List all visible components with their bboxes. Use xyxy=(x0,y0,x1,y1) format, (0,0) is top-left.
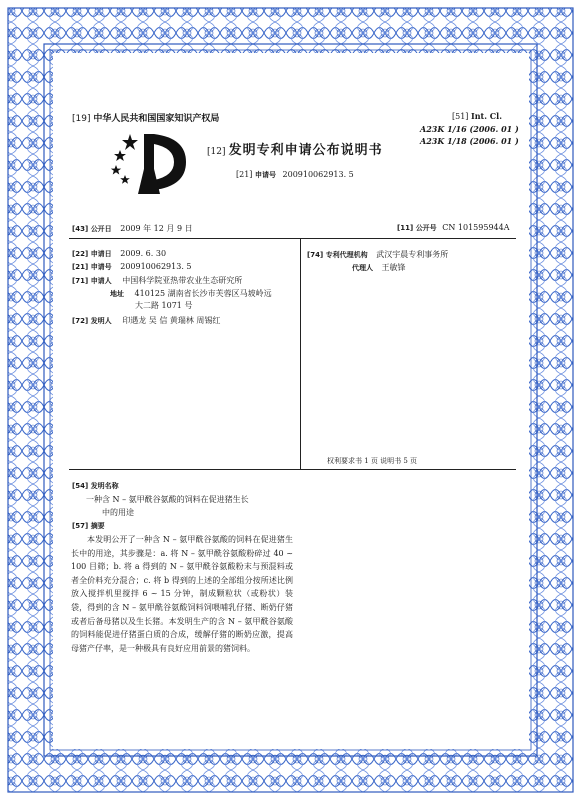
title-heading xyxy=(72,481,119,491)
pub-no-line xyxy=(397,223,509,233)
applicant-name: 中国科学院亚热带农业生态研究所 xyxy=(122,276,243,285)
agency-label: 专利代理机构 xyxy=(325,251,368,259)
pub-no-label: 公开号 xyxy=(415,224,437,232)
agent-name: 王敏锋 xyxy=(381,263,406,272)
applicant-row xyxy=(72,275,242,286)
ipc-header xyxy=(452,111,502,121)
abstract-text: 本发明公开了一种含 N – 氨甲酰谷氨酸的饲料在促进猪生长中的用途，其步骤是：a. 将 N – 氨甲酰谷氨酸粉碎过 40 ~ 100 目筛；b. 将 a 得到的 N – 氨甲酰谷氨酸粉末与预混料或者全价料充分混合；c. 将 b 得到的上述的全部组分按所述比例放入搅拌机里搅拌 6 ~ 15 分钟，制成颗粒状（或粉状）装袋，得到的含 N – 氨甲酰谷氨酸饲料饲喂哺乳仔猪、断奶仔猪或者后备母猪以及生长猪。本发明生产的含 N – 氨甲酰谷氨酸的饲料能促进仔猪蛋白质的合成，缓解仔猪的断奶应激，提高母猪产仔率，是一种极具有良好应用前景的猪饲料。 xyxy=(71,535,293,653)
address-line-1: 410125 湖南省长沙市芙蓉区马坡岭远 xyxy=(134,289,272,298)
agent-row xyxy=(352,262,406,273)
filing-label: 申请日 xyxy=(90,250,112,258)
page-count: 权利要求书 1 页 说明书 5 页 xyxy=(327,457,418,465)
pub-date-value: 2009 年 12 月 9 日 xyxy=(120,224,193,233)
applicant-label: 申请人 xyxy=(90,277,112,285)
address-row xyxy=(110,288,272,299)
filing-code: [22] xyxy=(72,250,89,258)
doc-type-title: 发明专利申请公布说明书 xyxy=(228,143,383,158)
ipc-label: Int. Cl. xyxy=(470,111,502,121)
abstract-label: 摘要 xyxy=(90,522,105,530)
app-no-row xyxy=(72,262,192,272)
abstract-code: [57] xyxy=(72,522,89,530)
ipc-class-1: A23K 1/16 (2006. 01 ) xyxy=(420,124,519,134)
appno-code: [21] xyxy=(72,263,89,271)
applicant-code: [71] xyxy=(72,277,89,285)
inventor-code: [72] xyxy=(72,317,89,325)
app-no-value: 200910062913. 5 xyxy=(282,170,354,179)
app-no-label: 申请号 xyxy=(254,171,276,179)
inventor-names: 印遇龙 吴 信 黄瑞林 周锡红 xyxy=(122,316,221,325)
pub-no-value: CN 101595944A xyxy=(442,223,510,232)
app-no-header xyxy=(236,170,354,180)
agency-code: [74] xyxy=(307,251,324,259)
office-name: 中华人民共和国国家知识产权局 xyxy=(93,114,220,124)
pub-no-code: [11] xyxy=(397,224,414,232)
sipo-emblem-icon xyxy=(108,128,190,198)
pub-date-code: [43] xyxy=(72,225,89,233)
abstract-heading xyxy=(72,521,105,531)
appno-value: 200910062913. 5 xyxy=(120,262,192,271)
doc-type-line xyxy=(207,139,383,158)
filing-date-row xyxy=(72,249,166,259)
filing-date: 2009. 6. 30 xyxy=(120,249,167,258)
title-code: [54] xyxy=(72,482,89,490)
office-code: [19] xyxy=(72,114,91,124)
agency-name: 武汉宇晨专利事务所 xyxy=(376,250,449,259)
invention-title-line-2: 中的用途 xyxy=(102,508,134,517)
ipc-code: [51] xyxy=(452,112,469,121)
title-label: 发明名称 xyxy=(90,482,119,490)
appno-label: 申请号 xyxy=(90,263,112,271)
divider-bottom xyxy=(69,469,516,470)
pub-date-label: 公开日 xyxy=(90,225,112,233)
ipc-class-2: A23K 1/18 (2006. 01 ) xyxy=(420,136,519,146)
address-line-2: 大二路 1071 号 xyxy=(135,301,193,310)
inventor-row xyxy=(72,315,220,326)
office-line xyxy=(72,111,219,124)
agent-label: 代理人 xyxy=(352,264,373,272)
inventor-label: 发明人 xyxy=(90,317,112,325)
app-no-code: [21] xyxy=(236,170,253,179)
column-divider xyxy=(300,239,301,469)
divider-top xyxy=(69,238,516,239)
agency-row xyxy=(307,249,448,260)
pub-date-line xyxy=(72,223,193,234)
address-label: 地址 xyxy=(110,290,124,298)
doc-type-code: [12] xyxy=(207,147,226,157)
invention-title-line-1: 一种含 N – 氨甲酰谷氨酸的饲料在促进猪生长 xyxy=(86,495,249,504)
